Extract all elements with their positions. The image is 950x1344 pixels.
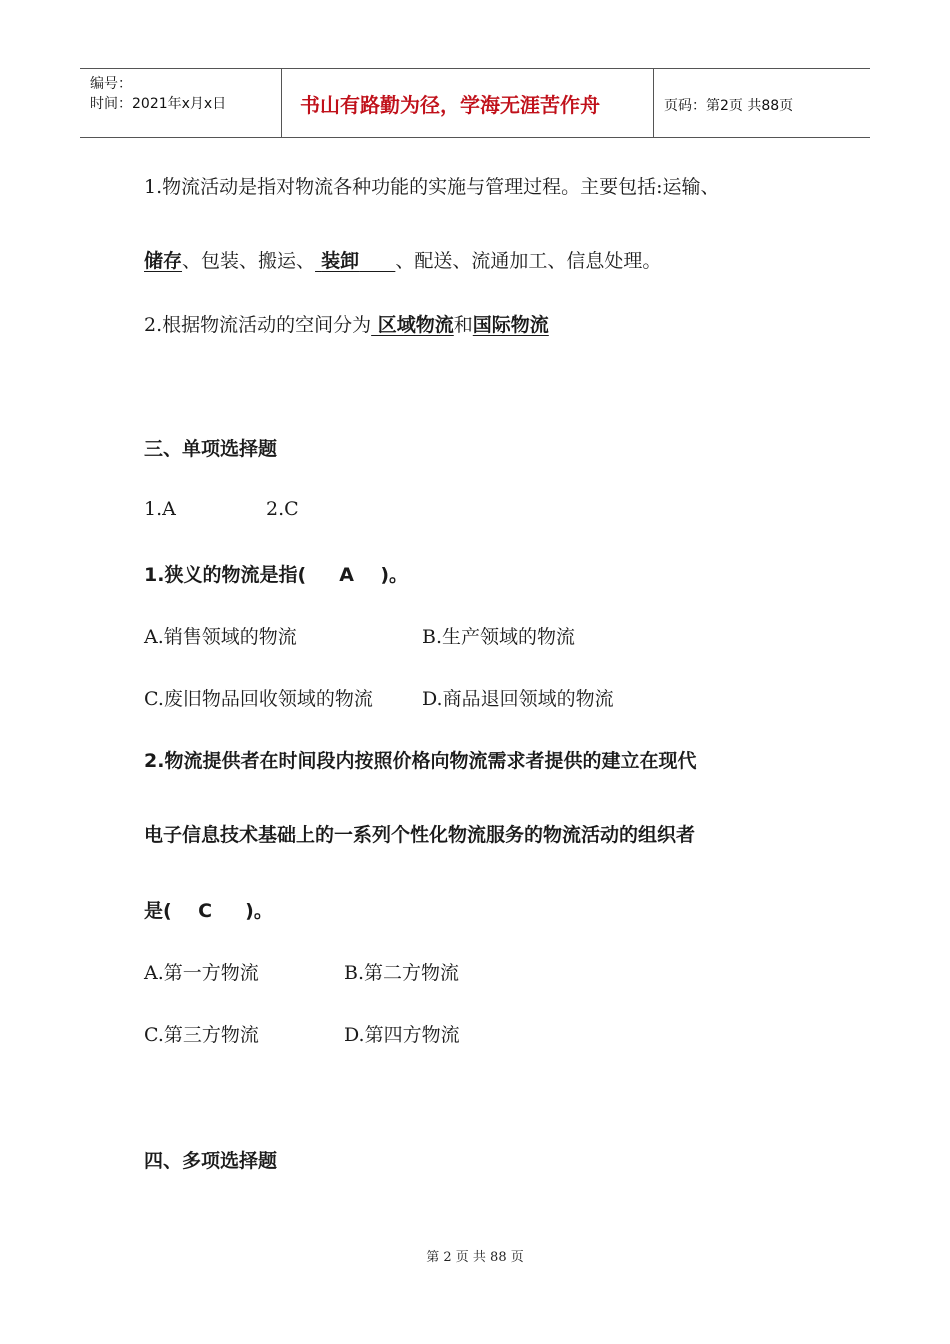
header-mid-cell: [282, 69, 654, 137]
fill-question-1-line-1: [144, 172, 720, 199]
mc-question-2-stem-line-1: 2.物流提供者在时间段内按照价格向物流需求者提供的建立在现代: [144, 750, 697, 772]
answer-key-2: 2.C: [266, 498, 299, 520]
mc-q2-option-b: B.第二方物流: [344, 962, 460, 984]
fill-q1-answer-storage: 储存: [144, 250, 183, 272]
fill-q1-text-3: 、配送、流通加工、信息处理。: [395, 250, 662, 272]
fill-q2-text-1: 2.根据物流活动的空间分为: [144, 314, 372, 336]
mc-question-1-stem: 1.狭义的物流是指( A )。: [144, 564, 409, 586]
answer-key-1: 1.A: [144, 498, 176, 520]
answer-key-row: [144, 498, 176, 520]
section-3-title: 三、单项选择题: [144, 438, 278, 460]
mc-question-2-stem-line-2: 电子信息技术基础上的一系列个性化物流服务的物流活动的组织者: [144, 824, 696, 846]
fill-q2-answer-international: 国际物流: [472, 314, 549, 336]
header-motto: 书山有路勤为径，学海无涯苦作舟: [300, 93, 600, 117]
fill-q1-text-2: 、包装、搬运、: [182, 250, 316, 272]
mc-question-2-stem-line-3: 是( C )。: [144, 900, 273, 922]
number-label: 编号：: [90, 76, 132, 92]
fill-q1-text-1: 1.物流活动是指对物流各种功能的实施与管理过程。主要包括:运输、: [144, 176, 720, 198]
section-4-title: 四、多项选择题: [144, 1150, 278, 1172]
mc-q2-option-a: A.第一方物流: [144, 962, 259, 984]
fill-question-1-line-2: [144, 246, 661, 273]
fill-q1-answer-loading: 装卸: [321, 250, 360, 272]
fill-q2-text-mid: 和: [453, 314, 473, 336]
mc-q2-option-c: C.第三方物流: [144, 1024, 259, 1046]
page-info: 页码：第2页 共88页: [664, 98, 794, 114]
header-left-cell: [80, 69, 282, 137]
mc-q2-option-d: D.第四方物流: [344, 1024, 460, 1046]
mc-q1-option-d: D.商品退回领域的物流: [422, 688, 614, 710]
mc-q1-option-c: C.废旧物品回收领域的物流: [144, 688, 373, 710]
fill-question-2: [144, 310, 549, 337]
mc-q1-option-b: B.生产领域的物流: [422, 626, 576, 648]
time-label: 时间：2021年x月x日: [90, 96, 227, 112]
header-right-cell: [654, 69, 870, 137]
fill-q2-answer-regional: 区域物流: [371, 314, 454, 336]
mc-q1-option-a: A.销售领域的物流: [144, 626, 297, 648]
document-header: [80, 68, 870, 138]
page-footer: 第 2 页 共 88 页: [426, 1250, 524, 1265]
fill-q1-blank-tail: [359, 250, 395, 272]
